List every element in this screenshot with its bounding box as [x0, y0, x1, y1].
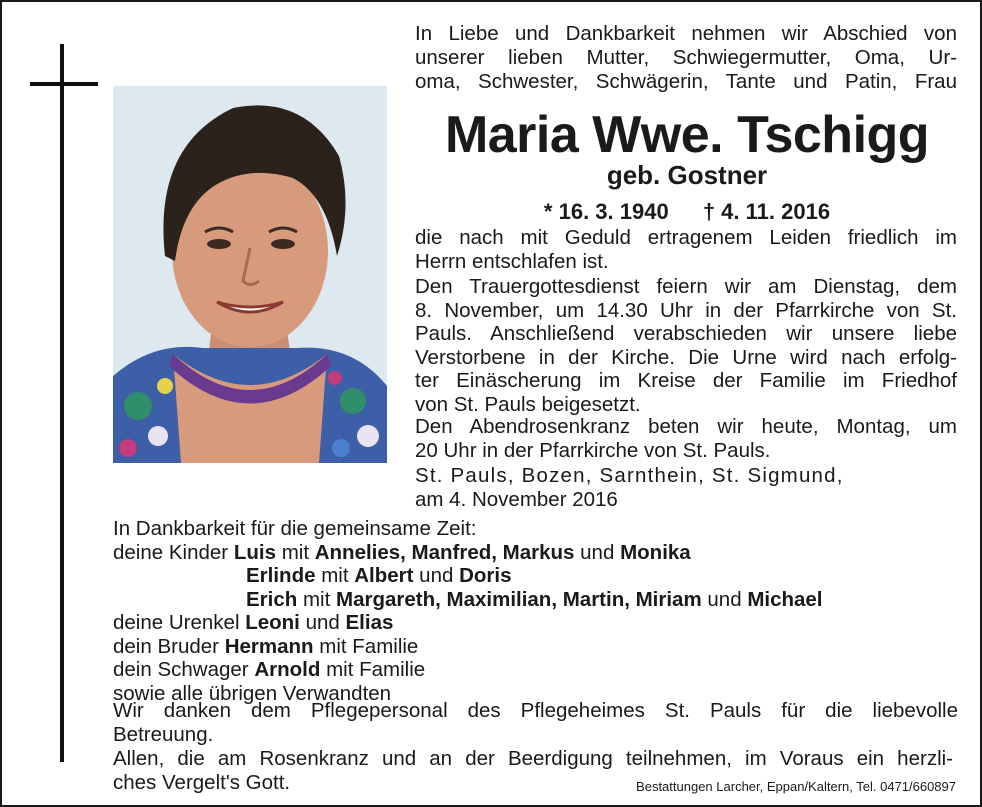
funeral-line: von St. Pauls beigesetzt.: [415, 392, 641, 416]
partner-name: Michael: [747, 587, 823, 611]
child-name: Luis: [233, 540, 276, 564]
partner-name: Albert: [354, 564, 414, 587]
great-grandchild-name: Elias: [345, 611, 394, 634]
passing-line: Herrn entschlafen ist.: [415, 249, 609, 273]
place-line: St. Pauls, Bozen, Sarnthein, St. Sigmund,: [415, 464, 844, 487]
thanks-line: Wir danken dem Pflegepersonal des Pflegeheimes St. Pauls für die liebevolle: [113, 699, 958, 722]
family-heading: In Dankbarkeit für die gemeinsame Zeit:: [113, 517, 477, 540]
undertaker-credit: Bestattungen Larcher, Eppan/Kaltern, Tel. 0471/660897: [636, 779, 956, 794]
partner-name: Monika: [620, 540, 691, 564]
brother-in-law-name: Arnold: [254, 658, 321, 681]
child-name: Erich: [246, 587, 298, 611]
great-grandchildren-line: deine Urenkel Leoni und Elias: [113, 611, 394, 634]
relatives-line: sowie alle übrigen Verwandten: [113, 681, 392, 705]
partner-names: Margareth, Maximilian, Martin, Miriam: [336, 587, 702, 611]
brother-line: dein Bruder Hermann mit Familie: [113, 634, 419, 658]
place-date: [415, 464, 957, 511]
child-name: Erlinde: [246, 564, 316, 587]
deceased-name: Maria Wwe. Tschigg: [444, 106, 930, 164]
funeral-text: [415, 275, 957, 416]
children-line: Erlinde mit Albert und Doris: [246, 564, 512, 587]
rosary-line: Den Abendrosenkranz beten wir heute, Montag, um: [415, 415, 957, 438]
place-line: am 4. November 2016: [415, 487, 618, 511]
funeral-line: 8. November, um 14.30 Uhr in der Pfarrkirche von St.: [415, 298, 957, 322]
children-line: deine Kinder Luis mit Annelies, Manfred, Markus und Monika: [113, 540, 691, 564]
thanks-line: Betreuung.: [113, 722, 214, 746]
intro-line: unserer lieben Mutter, Schwiegermutter, Oma, Ur-: [415, 46, 957, 69]
closing-line: Allen, die am Rosenkranz und an der Beerdigung teilnehmen, im Voraus ein herzli-: [113, 747, 953, 770]
death-date: † 4. 11. 2016: [702, 199, 831, 224]
closing-line: ches Vergelt's Gott.: [113, 770, 291, 794]
funeral-line: Pauls. Anschließend verabschieden wir unsere liebe: [415, 322, 957, 345]
partner-names: Annelies, Manfred, Markus: [314, 540, 575, 564]
partner-name: Doris: [459, 564, 512, 587]
birth-date: * 16. 3. 1940: [543, 199, 669, 224]
passing-text: [415, 226, 957, 273]
funeral-line: ter Einäscherung im Kreise der Familie im Friedhof: [415, 369, 957, 392]
life-dates: [415, 199, 959, 225]
rosary-text: [415, 415, 957, 462]
portrait-photo: [113, 86, 387, 463]
funeral-line: Verstorbene in der Kirche. Die Urne wird nach erfolg-: [415, 345, 957, 369]
maiden-name: geb. Gostner: [606, 160, 768, 190]
portrait-illustration: [113, 86, 387, 463]
thanks-text: [113, 699, 958, 746]
intro-line: In Liebe und Dankbarkeit nehmen wir Abschied von: [415, 22, 957, 45]
intro-line: oma, Schwester, Schwägerin, Tante und Patin, Frau: [415, 70, 957, 93]
brother-in-law-line: dein Schwager Arnold mit Familie: [113, 658, 426, 681]
cross-horizontal-bar: [30, 82, 98, 86]
cross-vertical-bar: [60, 44, 64, 762]
brother-name: Hermann: [224, 634, 314, 658]
family-list: [113, 517, 963, 705]
passing-line: die nach mit Geduld ertragenem Leiden friedlich im: [415, 226, 957, 249]
rosary-line: 20 Uhr in der Pfarrkirche von St. Pauls.: [415, 438, 771, 462]
children-line: Erich mit Margareth, Maximilian, Martin, Miriam und Michael: [246, 587, 823, 611]
great-grandchild-name: Leoni: [245, 611, 300, 634]
funeral-line: Den Trauergottesdienst feiern wir am Dienstag, dem: [415, 275, 957, 298]
intro-text: [415, 22, 957, 94]
